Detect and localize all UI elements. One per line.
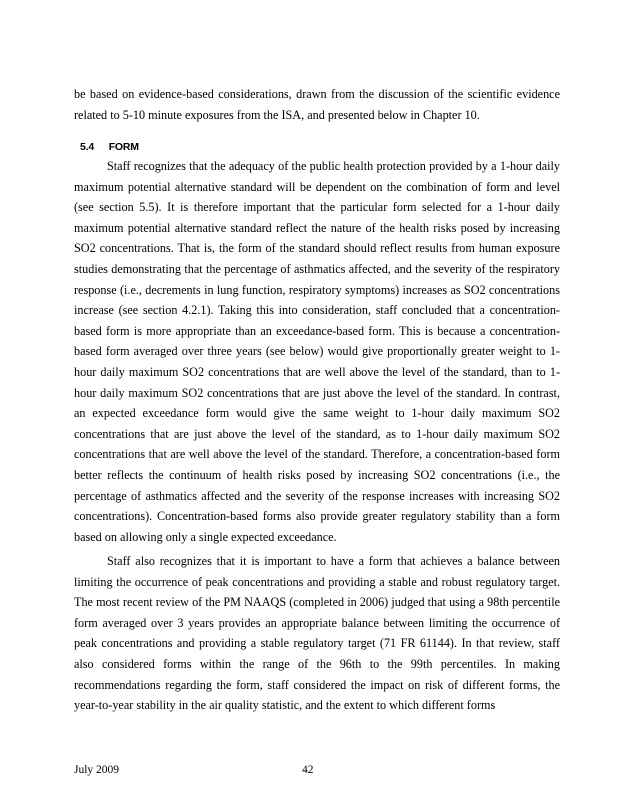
section-heading [80, 141, 139, 153]
footer-page-number: 42 [302, 764, 314, 776]
section-title: FORM [108, 141, 139, 153]
section-number: 5.4 [80, 141, 94, 153]
intro-text: be based on evidence-based considerations, drawn from the discussion of the scientific evidence related to 5-10 minute exposures from the ISA, and presented below in Chapter 10. [74, 87, 560, 122]
paragraph-2-text: Staff also recognizes that it is important to have a form that achieves a balance between limiting the occurrence of peak concentrations and providing a stable and robust regulatory target. The most recent review of the PM NAAQS (completed in 2006) judged that using a 98th percentile form averaged over 3 years provides an appropriate balance between limiting the occurrence of peak concentrations and providing a stable regulatory target (71 FR 61144). In that review, staff also considered forms within the range of the 96th to the 99th percentiles. In making recommendations regarding the form, staff considered the impact on risk of different forms, the year-to-year stability in the air quality statistic, and the extent to which different forms [74, 554, 560, 713]
body-paragraph-2 [74, 551, 560, 716]
footer-date: July 2009 [74, 764, 120, 776]
intro-paragraph [74, 84, 560, 125]
paragraph-1-text: Staff recognizes that the adequacy of the public health protection provided by a 1-hour daily maximum potential alternative standard will be dependent on the combination of form and level (see section 5.5). It is therefore important that the particular form selected for a 1-hour daily maximum potential alternative standard reflect the nature of the health risks posed by increasing SO2 concentrations. That is, the form of the standard should reflect results from human exposure studies demonstrating that the percentage of asthmatics affected, and the severity of the respiratory response (i.e., decrements in lung function, respiratory symptoms) increases as SO2 concentrations increase (see section 4.2.1). Taking this into consideration, staff concluded that a concentration-based form is more appropriate than an exceedance-based form. This is because a concentration-based form averaged over three years (see below) would give proportionally greater weight to 1-hour daily maximum SO2 concentrations that are well above the level of the standard, than to 1-hour daily maximum SO2 concentrations that are just above the level of the standard. In contrast, an expected exceedance form would give the same weight to 1-hour daily maximum SO2 concentrations that are just above the level of the standard, as to 1-hour daily maximum SO2 concentrations that are well above the level of the standard. Therefore, a concentration-based form better reflects the continuum of health risks posed by increasing SO2 concentrations (i.e., the percentage of asthmatics affected and the severity of the response increases with increasing SO2 concentrations). Concentration-based forms also provide greater regulatory stability than a form based on allowing only a single expected exceedance. [74, 159, 560, 544]
body-paragraph-1 [74, 156, 560, 547]
